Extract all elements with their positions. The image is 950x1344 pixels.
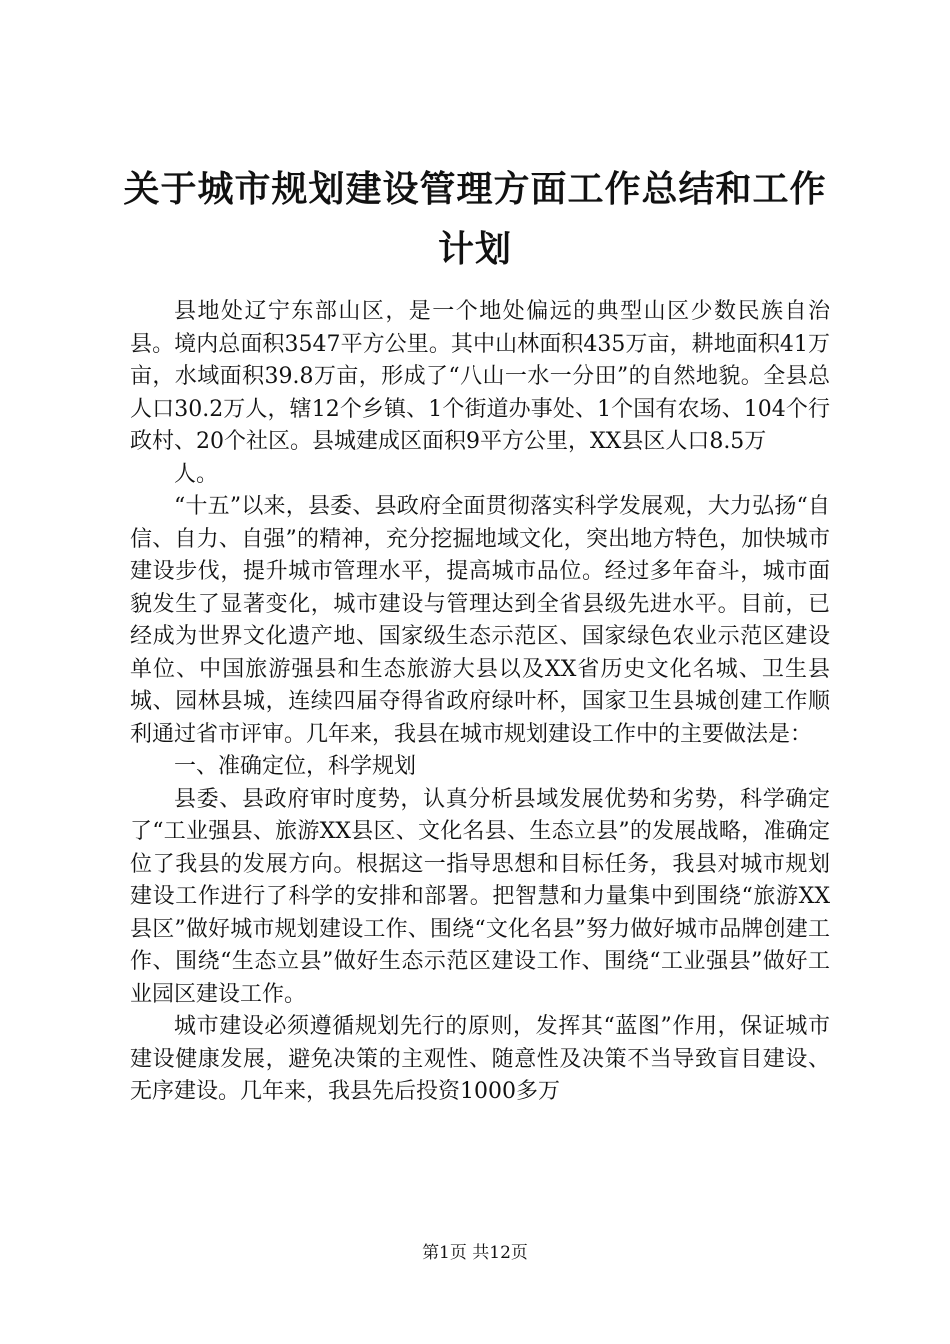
paragraph-strategy: 县委、县政府审时度势，认真分析县域发展优势和劣势，科学确定了“工业强县、旅游XX县区、文化名县、生态立县”的发展战略，准确定位了我县的发展方向。根据这一指导思想和目标任务，我县对城市规划建设工作进行了科学的安排和部署。把智慧和力量集中到围绕“旅游XX县区”做好城市规划建设工作、围绕“文化名县”努力做好城市品牌创建工作、围绕“生态立县”做好生态示范区建设工作、围绕“工业强县”做好工业园区建设工作。 (130, 786, 830, 1007)
document-body (130, 296, 830, 1109)
paragraph-achievements: “十五”以来，县委、县政府全面贯彻落实科学发展观，大力弘扬“自信、自力、自强”的精神，充分挖掘地域文化，突出地方特色，加快城市建设步伐，提升城市管理水平，提高城市品位。经过多年奋斗，城市面貌发生了显著变化，城市建设与管理达到全省县级先进水平。目前，已经成为世界文化遗产地、国家级生态示范区、国家绿色农业示范区建设单位、中国旅游强县和生态旅游大县以及XX省历史文化名城、卫生县城、园林县城，连续四届夺得省政府绿叶杯，国家卫生县城创建工作顺利通过省市评审。几年来，我县在城市规划建设工作中的主要做法是： (130, 494, 830, 747)
section-heading-1: 一、准确定位，科学规划 (174, 754, 417, 779)
paragraph-planning: 城市建设必须遵循规划先行的原则，发挥其“蓝图”作用，保证城市建设健康发展，避免决策的主观性、随意性及决策不当导致盲目建设、无序建设。几年来，我县先后投资1000多万 (130, 1014, 830, 1104)
document-title: 关于城市规划建设管理方面工作总结和工作计划 (123, 169, 827, 270)
paragraph-continuation: 人。 (174, 461, 219, 487)
paragraph-county-overview: 县地处辽宁东部山区，是一个地处偏远的典型山区少数民族自治县。境内总面积3547平方公里。其中山林面积435万亩，耕地面积41万亩，水域面积39.8万亩，形成了“八山一水一分田”的自然地貌。全县总人口30.2万人，辖12个乡镇、1个街道办事处、1个国有农场、104个行政村、20个社区。县城建成区面积9平方公里，XX县区人口8.5万 (130, 299, 830, 454)
page-footer: 第1页 共12页 (422, 1243, 528, 1263)
